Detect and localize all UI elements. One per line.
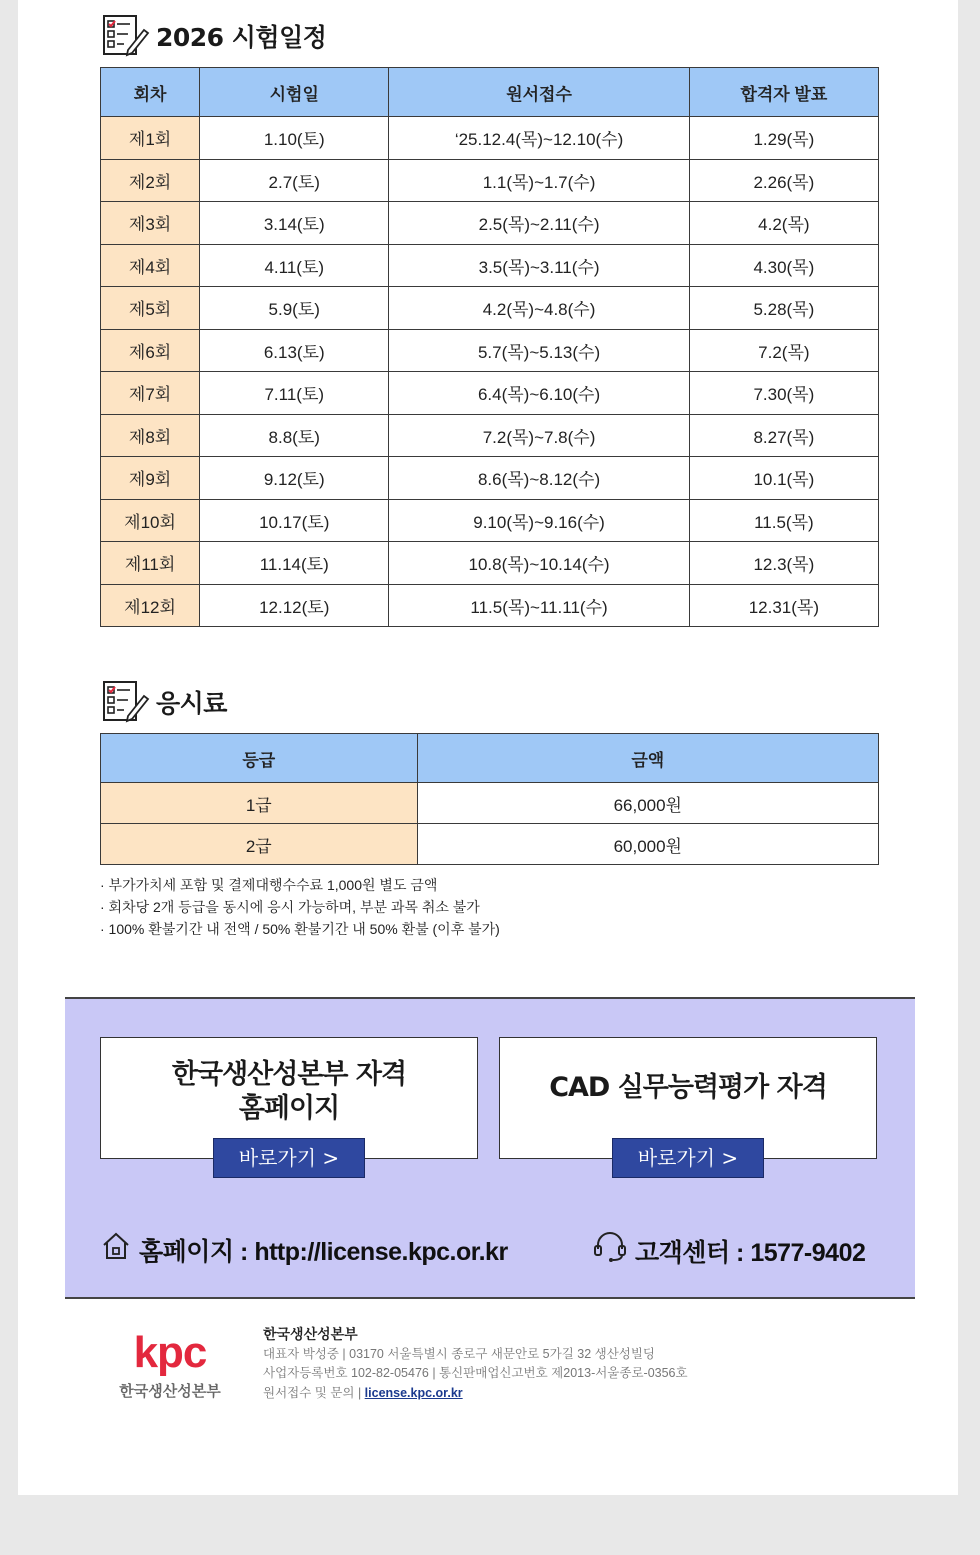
schedule-row <box>101 244 879 287</box>
schedule-title-text: 2026 시험일정 <box>156 23 327 52</box>
schedule-row <box>101 414 879 457</box>
round-cell: 제11회 <box>101 542 200 585</box>
results-cell: 4.2(목) <box>689 202 878 245</box>
round-cell: 제7회 <box>101 372 200 415</box>
cad-title: CAD 실무능력평가 자격 <box>549 1072 827 1103</box>
results-cell: 12.31(목) <box>689 584 878 627</box>
fee-row <box>101 783 879 824</box>
schedule-row <box>101 499 879 542</box>
kpc-logo <box>110 1330 230 1401</box>
support-contact <box>593 1231 865 1270</box>
round-cell: 제8회 <box>101 414 200 457</box>
application-cell: 5.7(목)~5.13(수) <box>389 329 689 372</box>
application-cell: 4.2(목)~4.8(수) <box>389 287 689 330</box>
support-label: 고객센터 : 1577-9402 <box>635 1238 866 1267</box>
footer-inquiry <box>263 1384 688 1404</box>
schedule-row <box>101 457 879 500</box>
application-cell: 8.6(목)~8.12(수) <box>389 457 689 500</box>
footer-info <box>263 1325 688 1403</box>
homepage-contact[interactable] <box>101 1231 508 1268</box>
schedule-row <box>101 542 879 585</box>
checklist-pencil-icon <box>102 680 150 724</box>
kpc-title-line1: 한국생산성본부 자격 <box>171 1059 407 1090</box>
footer-org: 한국생산성본부 <box>263 1326 358 1342</box>
round-cell: 제1회 <box>101 117 200 160</box>
fee-section-title <box>102 680 227 724</box>
cad-button[interactable]: 바로가기 > <box>612 1138 764 1178</box>
application-cell: ‘25.12.4(목)~12.10(수) <box>389 117 689 160</box>
application-cell: 6.4(목)~6.10(수) <box>389 372 689 415</box>
results-cell: 1.29(목) <box>689 117 878 160</box>
round-cell: 제4회 <box>101 244 200 287</box>
results-cell: 11.5(목) <box>689 499 878 542</box>
exam-date-cell: 3.14(토) <box>200 202 389 245</box>
application-cell: 11.5(목)~11.11(수) <box>389 584 689 627</box>
footer-inquiry-label: 원서접수 및 문의 | <box>263 1385 365 1400</box>
results-cell: 8.27(목) <box>689 414 878 457</box>
fee-notes <box>100 874 500 940</box>
kpc-homepage-title <box>101 1058 477 1126</box>
kpc-homepage-button[interactable]: 바로가기 > <box>213 1138 365 1178</box>
homepage-label: 홈페이지 : http://license.kpc.or.kr <box>139 1237 508 1266</box>
round-cell: 제9회 <box>101 457 200 500</box>
fee-title-text: 응시료 <box>156 689 227 718</box>
results-cell: 7.30(목) <box>689 372 878 415</box>
round-cell: 제5회 <box>101 287 200 330</box>
fee-grade: 1급 <box>101 783 418 824</box>
footer-license-link[interactable]: license.kpc.or.kr <box>364 1385 463 1400</box>
exam-date-cell: 4.11(토) <box>200 244 389 287</box>
round-cell: 제12회 <box>101 584 200 627</box>
schedule-row <box>101 159 879 202</box>
kpc-logo-subtitle: 한국생산성본부 <box>119 1382 221 1400</box>
round-cell: 제10회 <box>101 499 200 542</box>
fee-amount: 60,000원 <box>417 824 878 865</box>
cad-box <box>499 1037 877 1170</box>
links-banner <box>65 997 915 1299</box>
headset-icon <box>593 1231 627 1270</box>
fee-row <box>101 824 879 865</box>
kpc-title-line2: 홈페이지 <box>238 1093 340 1124</box>
exam-date-cell: 5.9(토) <box>200 287 389 330</box>
exam-date-cell: 10.17(토) <box>200 499 389 542</box>
schedule-row <box>101 117 879 160</box>
results-cell: 5.28(목) <box>689 287 878 330</box>
round-cell: 제3회 <box>101 202 200 245</box>
footer-business-number: 사업자등록번호 102-82-05476 | 통신판매업신고번호 제2013-서울종로-0356호 <box>263 1366 688 1380</box>
exam-date-cell: 12.12(토) <box>200 584 389 627</box>
results-cell: 4.30(목) <box>689 244 878 287</box>
fee-note: · 회차당 2개 등급을 동시에 응시 가능하며, 부분 과목 취소 불가 <box>100 899 480 915</box>
newsletter-page <box>18 0 958 1495</box>
home-icon <box>101 1231 131 1268</box>
application-cell: 7.2(목)~7.8(수) <box>389 414 689 457</box>
schedule-row <box>101 372 879 415</box>
exam-date-cell: 1.10(토) <box>200 117 389 160</box>
results-cell: 10.1(목) <box>689 457 878 500</box>
fee-note: · 100% 환불기간 내 전액 / 50% 환불기간 내 50% 환불 (이후 불가) <box>100 921 500 937</box>
kpc-homepage-box <box>100 1037 478 1170</box>
application-cell: 10.8(목)~10.14(수) <box>389 542 689 585</box>
application-cell: 2.5(목)~2.11(수) <box>389 202 689 245</box>
schedule-header-row <box>101 68 879 117</box>
round-cell: 제6회 <box>101 329 200 372</box>
results-cell: 12.3(목) <box>689 542 878 585</box>
kpc-logo-text: kpc <box>133 1328 207 1377</box>
schedule-section-title <box>102 14 326 58</box>
schedule-table <box>100 67 879 627</box>
results-cell: 2.26(목) <box>689 159 878 202</box>
header-round: 회차 <box>101 68 200 117</box>
exam-date-cell: 8.8(토) <box>200 414 389 457</box>
round-cell: 제2회 <box>101 159 200 202</box>
exam-date-cell: 7.11(토) <box>200 372 389 415</box>
fee-amount: 66,000원 <box>417 783 878 824</box>
exam-date-cell: 6.13(토) <box>200 329 389 372</box>
header-results: 합격자 발표 <box>689 68 878 117</box>
checklist-pencil-icon <box>102 14 150 58</box>
results-cell: 7.2(목) <box>689 329 878 372</box>
exam-date-cell: 2.7(토) <box>200 159 389 202</box>
fee-header-row <box>101 734 879 783</box>
exam-date-cell: 11.14(토) <box>200 542 389 585</box>
schedule-row <box>101 202 879 245</box>
schedule-row <box>101 329 879 372</box>
header-amount: 금액 <box>417 734 878 783</box>
application-cell: 9.10(목)~9.16(수) <box>389 499 689 542</box>
header-exam-date: 시험일 <box>200 68 389 117</box>
fee-note: · 부가가치세 포함 및 결제대행수수료 1,000원 별도 금액 <box>100 877 438 893</box>
application-cell: 1.1(목)~1.7(수) <box>389 159 689 202</box>
schedule-row <box>101 584 879 627</box>
exam-date-cell: 9.12(토) <box>200 457 389 500</box>
header-application: 원서접수 <box>389 68 689 117</box>
footer-representative: 대표자 박성중 | 03170 서울특별시 종로구 새문안로 5가길 32 생산성빌딩 <box>263 1346 655 1361</box>
application-cell: 3.5(목)~3.11(수) <box>389 244 689 287</box>
fee-grade: 2급 <box>101 824 418 865</box>
fee-table <box>100 733 879 865</box>
schedule-row <box>101 287 879 330</box>
header-grade: 등급 <box>101 734 418 783</box>
